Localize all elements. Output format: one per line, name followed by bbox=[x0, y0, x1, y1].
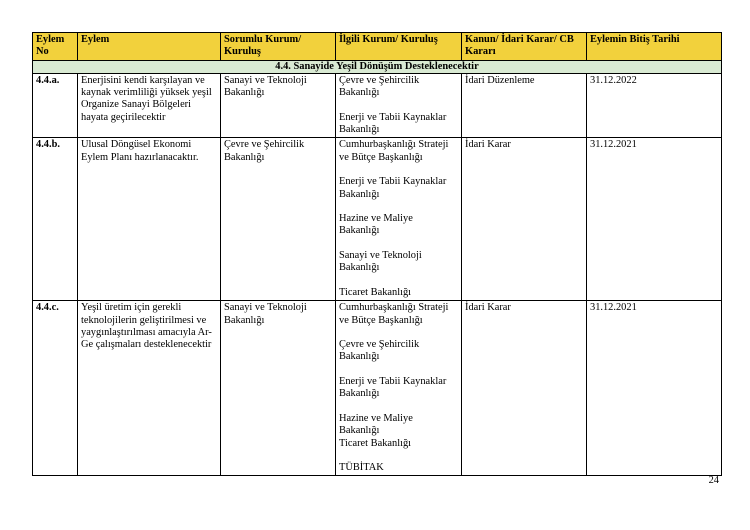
header-responsible: Sorumlu Kurum/ Kuruluş bbox=[221, 33, 336, 61]
header-related: İlgili Kurum/ Kuruluş bbox=[336, 33, 462, 61]
table-row bbox=[33, 138, 722, 301]
header-action: Eylem bbox=[78, 33, 221, 61]
action-no: 4.4.c. bbox=[33, 301, 78, 476]
end-date: 31.12.2021 bbox=[587, 138, 722, 301]
related-institutions: Cumhurbaşkanlığı Strateji ve Bütçe Başkanlığı Enerji ve Tabii Kaynaklar Bakanlığı Hazine ve Maliye Bakanlığı Sanayi ve Teknoloji Bakanlığı Ticaret Bakanlığı bbox=[336, 138, 462, 301]
page-number: 24 bbox=[708, 475, 719, 486]
table-header-row bbox=[33, 33, 722, 61]
action-no: 4.4.b. bbox=[33, 138, 78, 301]
header-law: Kanun/ İdari Karar/ CB Kararı bbox=[462, 33, 587, 61]
table-row bbox=[33, 73, 722, 137]
action-text: Ulusal Döngüsel Ekonomi Eylem Planı hazırlanacaktır. bbox=[78, 138, 221, 301]
law-decision: İdari Karar bbox=[462, 301, 587, 476]
section-title: 4.4. Sanayide Yeşil Dönüşüm Desteklenecektir bbox=[33, 60, 722, 73]
header-end-date: Eylemin Bitiş Tarihi bbox=[587, 33, 722, 61]
related-institutions: Cumhurbaşkanlığı Strateji ve Bütçe Başkanlığı Çevre ve Şehircilik Bakanlığı Enerji ve Tabii Kaynaklar Bakanlığı Hazine ve Maliye Bakanlığı Ticaret Bakanlığı TÜBİTAK bbox=[336, 301, 462, 476]
action-text: Yeşil üretim için gerekli teknolojilerin geliştirilmesi ve yaygınlaştırılması amacıyla Ar- Ge çalışmaları desteklenecektir bbox=[78, 301, 221, 476]
responsible-institution: Sanayi ve Teknoloji Bakanlığı bbox=[221, 301, 336, 476]
section-row bbox=[33, 60, 722, 73]
law-decision: İdari Karar bbox=[462, 138, 587, 301]
end-date: 31.12.2022 bbox=[587, 73, 722, 137]
action-text: Enerjisini kendi karşılayan ve kaynak verimliliği yüksek yeşil Organize Sanayi Bölgeleri hayata geçirilecektir bbox=[78, 73, 221, 137]
action-plan-table bbox=[32, 32, 722, 476]
end-date: 31.12.2021 bbox=[587, 301, 722, 476]
table-row bbox=[33, 301, 722, 476]
responsible-institution: Sanayi ve Teknoloji Bakanlığı bbox=[221, 73, 336, 137]
law-decision: İdari Düzenleme bbox=[462, 73, 587, 137]
responsible-institution: Çevre ve Şehircilik Bakanlığı bbox=[221, 138, 336, 301]
related-institutions: Çevre ve Şehircilik Bakanlığı Enerji ve Tabii Kaynaklar Bakanlığı bbox=[336, 73, 462, 137]
header-action-no: Eylem No bbox=[33, 33, 78, 61]
action-no: 4.4.a. bbox=[33, 73, 78, 137]
